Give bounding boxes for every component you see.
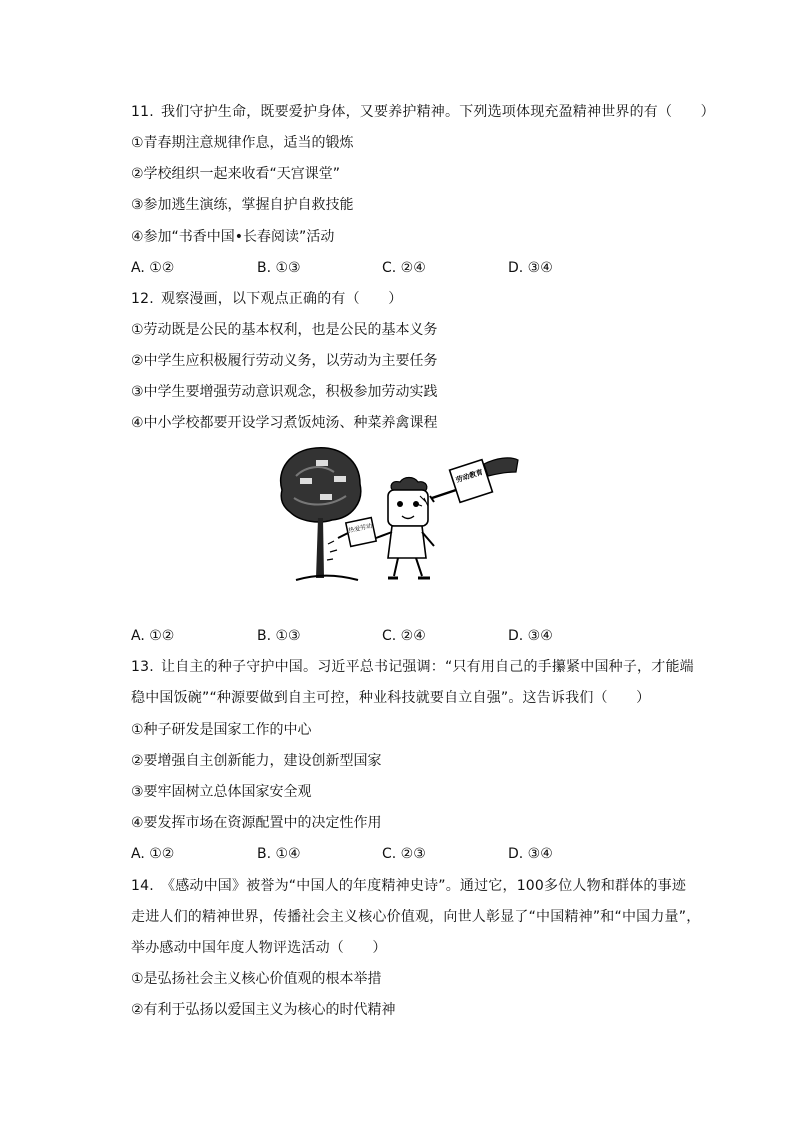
q12-statement-1: ①劳动既是公民的基本权利，也是公民的基本义务 [131,322,438,338]
q12-options [131,626,651,646]
tree-illustration [281,448,361,580]
big-can-label: 劳动教育 [454,468,485,485]
q13-statement-2: ②要增强自主创新能力，建设创新型国家 [131,753,382,769]
q13-statement-1: ①种子研发是国家工作的中心 [131,722,312,738]
q12-option-d[interactable]: D. ③④ [508,628,553,644]
q11-statement-4: ④参加“书香中国•长春阅读”活动 [131,229,335,245]
q14-stem-line-3: 举办感动中国年度人物评选活动（ ） [131,940,387,956]
q11-option-d[interactable]: D. ③④ [508,260,553,276]
q13-statement-3: ③要牢固树立总体国家安全观 [131,784,312,800]
q12-statement-2: ②中学生应积极履行劳动义务，以劳动为主要任务 [131,353,438,369]
q11-option-b[interactable]: B. ①③ [257,260,301,276]
q13-option-c[interactable]: C. ②③ [382,846,426,862]
q13-option-a[interactable]: A. ①② [131,846,175,862]
big-watering-can [414,458,518,506]
q12-stem [131,289,402,309]
q11-statement-1: ①青春期注意规律作息，适当的锻炼 [131,135,354,151]
q12-statement-4: ④中小学校都要开设学习煮饭炖汤、种菜养禽课程 [131,415,438,431]
q13-option-d[interactable]: D. ③④ [508,846,553,862]
q12-statement-3: ③中学生要增强劳动意识观念，积极参加劳动实践 [131,384,438,400]
q14-stem-line-1 [131,876,686,896]
q13-statement-4: ④要发挥市场在资源配置中的决定性作用 [131,815,382,831]
q13-option-b[interactable]: B. ①④ [257,846,301,862]
q12-option-b[interactable]: B. ①③ [257,628,301,644]
q11-options [131,258,651,278]
q12-stem-text: 观察漫画，以下观点正确的有（ ） [161,291,403,307]
q11-statement-2: ②学校组织一起来收看“天宫课堂” [131,166,341,182]
labor-education-cartoon [276,446,520,586]
q14-statement-1: ①是弘扬社会主义核心价值观的根本举措 [131,971,382,987]
q12-option-a[interactable]: A. ①② [131,628,175,644]
q11-option-c[interactable]: C. ②④ [382,260,426,276]
q12-number: 12. [131,291,154,307]
q14-number: 14. [131,878,154,894]
q13-options [131,844,651,864]
q12-option-c[interactable]: C. ②④ [382,628,426,644]
q13-number: 13. [131,659,154,675]
q11-number: 11. [131,104,154,120]
q14-stem-line-2: 走进人们的精神世界，传播社会主义核心价值观，向世人彰显了“中国精神”和“中国力量”， [131,909,701,925]
q14-stem-text-1: 《感动中国》被誉为“中国人的年度精神史诗”。通过它，100多位人物和群体的事迹 [161,878,687,894]
q14-statement-2: ②有利于弘扬以爱国主义为核心的时代精神 [131,1002,396,1018]
small-can-label: 热爱劳动 [347,522,373,535]
q13-stem-text-1: 让自主的种子守护中国。习近平总书记强调：“只有用自己的手攥紧中国种子，才能端 [161,659,694,675]
boy-illustration [376,478,434,579]
q13-stem-line-2: 稳中国饭碗”“种源要做到自主可控，种业科技就要自立自强”。这告诉我们（ ） [131,690,651,706]
q11-statement-3: ③参加逃生演练，掌握自护自救技能 [131,197,354,213]
q13-stem-line-1 [131,657,694,677]
small-watering-can [338,518,376,547]
q11-stem [131,102,715,122]
q11-stem-text: 我们守护生命，既要爱护身体，又要养护精神。下列选项体现充盈精神世界的有（ ） [161,104,715,120]
q11-option-a[interactable]: A. ①② [131,260,175,276]
